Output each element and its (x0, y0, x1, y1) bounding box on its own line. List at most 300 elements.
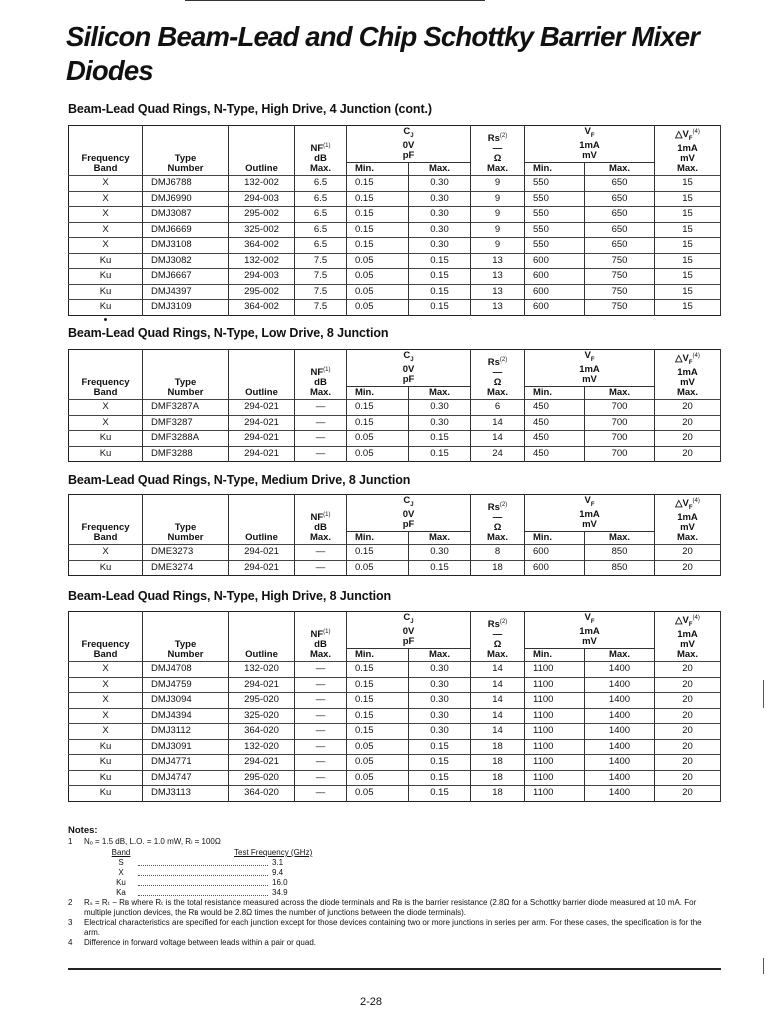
cell-delta-vf: 20 (655, 755, 721, 771)
header-text: Outline (245, 649, 278, 661)
col-frequency-band (69, 350, 143, 400)
note-text: Difference in forward voltage between leads within a pair or quad. (84, 938, 316, 947)
header-text: 0V (402, 509, 415, 520)
cell-outline: 294-021 (229, 400, 295, 416)
cell-cj-min: 0.05 (347, 431, 409, 447)
cell-vf-max: 650 (585, 176, 655, 192)
header-text: Rs (487, 619, 500, 631)
cell-cj-min: 0.15 (347, 415, 409, 431)
cell-outline: 132-002 (229, 176, 295, 192)
note-text: Electrical characteristics are specified for each junction except for those devices containing two or more junctions in series per arm. For these cases, the specification is for the arm. (84, 918, 702, 937)
subheader-min (347, 163, 409, 176)
header-text: △V (675, 498, 689, 510)
cell-rs: 13 (471, 269, 525, 285)
cell-outline: 295-002 (229, 284, 295, 300)
cell-rs: 9 (471, 207, 525, 223)
cell-delta-vf: 20 (655, 560, 721, 576)
col-rs (471, 495, 525, 545)
cell-nf: 7.5 (295, 269, 347, 285)
cell-delta-vf: 20 (655, 786, 721, 802)
table-row (69, 222, 721, 238)
header-subscript: F (590, 133, 595, 139)
cell-vf-min: 1100 (525, 662, 585, 678)
band-name: Ku (116, 878, 126, 887)
cell-cj-min: 0.15 (347, 176, 409, 192)
cell-delta-vf: 15 (655, 284, 721, 300)
cell-rs: 9 (471, 238, 525, 254)
table-row (69, 446, 721, 462)
cell-outline: 364-002 (229, 300, 295, 316)
cell-nf: — (295, 446, 347, 462)
header-text: V (584, 126, 591, 138)
cell-cj-max: 0.30 (409, 400, 471, 416)
cell-outline: 295-020 (229, 693, 295, 709)
cell-outline: 294-003 (229, 191, 295, 207)
col-rs (471, 612, 525, 662)
band-row (104, 868, 364, 878)
cell-cj-min: 0.15 (347, 693, 409, 709)
cell-type-number: DMJ4397 (143, 284, 229, 300)
header-text: 0V (402, 140, 415, 151)
subheader-min (347, 649, 409, 662)
header-text: C (403, 350, 411, 362)
header-text: Type (174, 153, 197, 165)
cell-delta-vf: 20 (655, 724, 721, 740)
header-text: mV (582, 150, 597, 161)
header-text: Rs (487, 133, 500, 145)
page-title: Silicon Beam-Lead and Chip Schottky Barrier Mixer Diodes (66, 21, 700, 86)
header-text: △V (675, 615, 689, 627)
header-text: Max. (486, 649, 509, 661)
cell-nf: — (295, 415, 347, 431)
table-row (69, 431, 721, 447)
header-text: NF (310, 629, 324, 641)
header-text: pF (402, 636, 415, 647)
table-row (69, 269, 721, 285)
header-text: Frequency (81, 639, 130, 651)
subheader-max (409, 532, 471, 545)
header-text: mV (582, 519, 597, 530)
cell-frequency-band: X (69, 207, 143, 223)
cell-rs: 14 (471, 724, 525, 740)
note-2 (68, 898, 718, 918)
cell-vf-max: 700 (585, 431, 655, 447)
col-capacitance (347, 126, 471, 163)
cell-nf: 6.5 (295, 238, 347, 254)
cell-vf-max: 1400 (585, 724, 655, 740)
table-row (69, 253, 721, 269)
cell-cj-min: 0.15 (347, 207, 409, 223)
table-row (69, 238, 721, 254)
header-text: Number (167, 649, 204, 661)
col-forward-voltage (525, 612, 655, 649)
cell-cj-min: 0.15 (347, 238, 409, 254)
table-row (69, 560, 721, 576)
header-text: 0V (402, 364, 415, 375)
cell-type-number: DMJ3087 (143, 207, 229, 223)
cell-cj-min: 0.15 (347, 191, 409, 207)
cell-outline: 294-021 (229, 755, 295, 771)
cell-delta-vf: 20 (655, 400, 721, 416)
cell-cj-max: 0.30 (409, 176, 471, 192)
header-text: V (584, 612, 591, 624)
header-subscript: F (688, 136, 693, 143)
header-subscript: F (688, 505, 693, 512)
band-name: S (118, 858, 124, 867)
header-text: Max. (309, 387, 332, 399)
cell-cj-min: 0.05 (347, 446, 409, 462)
header-text: Max. (428, 532, 451, 544)
cell-rs: 24 (471, 446, 525, 462)
cell-vf-min: 550 (525, 176, 585, 192)
col-forward-voltage (525, 126, 655, 163)
cell-vf-max: 650 (585, 191, 655, 207)
spec-table (68, 349, 721, 462)
subheader-min (525, 649, 585, 662)
header-text: 0V (402, 626, 415, 637)
footnote-ref: (1) (323, 142, 331, 149)
cell-nf: — (295, 770, 347, 786)
cell-nf: — (295, 545, 347, 561)
header-text: Max. (676, 163, 699, 175)
footnote-ref: (4) (692, 129, 700, 135)
cell-vf-min: 600 (525, 269, 585, 285)
table-row (69, 770, 721, 786)
cell-frequency-band: Ku (69, 739, 143, 755)
header-text: dB (314, 522, 327, 534)
cell-type-number: DMF3288 (143, 446, 229, 462)
cell-nf: — (295, 755, 347, 771)
cell-outline: 294-021 (229, 545, 295, 561)
cell-nf: — (295, 724, 347, 740)
cell-vf-min: 600 (525, 300, 585, 316)
header-text: Number (167, 163, 204, 175)
cell-cj-min: 0.05 (347, 786, 409, 802)
cell-delta-vf: 20 (655, 545, 721, 561)
cell-cj-max: 0.30 (409, 724, 471, 740)
header-text: mV (680, 153, 695, 165)
cell-frequency-band: X (69, 708, 143, 724)
table-row (69, 677, 721, 693)
cell-outline: 364-002 (229, 238, 295, 254)
cell-nf: — (295, 677, 347, 693)
header-text: Max. (608, 163, 631, 175)
band-header: Band (111, 848, 131, 857)
cell-frequency-band: X (69, 693, 143, 709)
cell-frequency-band: Ku (69, 560, 143, 576)
cell-vf-max: 1400 (585, 755, 655, 771)
table-row (69, 755, 721, 771)
subheader-max (409, 387, 471, 400)
cell-type-number: DMJ6990 (143, 191, 229, 207)
header-text: dB (314, 153, 327, 165)
cell-delta-vf: 15 (655, 191, 721, 207)
cell-frequency-band: Ku (69, 284, 143, 300)
cell-cj-min: 0.05 (347, 739, 409, 755)
cell-type-number: DME3273 (143, 545, 229, 561)
cell-rs: 18 (471, 770, 525, 786)
note-1 (68, 837, 718, 898)
subheader-max (409, 163, 471, 176)
header-text: Max. (608, 387, 631, 399)
cell-type-number: DMF3287A (143, 400, 229, 416)
header-text: Rs (487, 357, 500, 369)
cell-nf: — (295, 560, 347, 576)
cell-vf-max: 1400 (585, 739, 655, 755)
cell-cj-max: 0.30 (409, 677, 471, 693)
header-text: Type (174, 377, 197, 389)
subheader-min (525, 387, 585, 400)
header-text: Min. (533, 649, 552, 661)
cell-type-number: DMJ3094 (143, 693, 229, 709)
section-title: Beam-Lead Quad Rings, N-Type, High Drive, 8 Junction (68, 589, 392, 603)
header-text: △V (675, 353, 689, 365)
cell-vf-max: 700 (585, 446, 655, 462)
cell-nf: — (295, 662, 347, 678)
cell-cj-max: 0.30 (409, 191, 471, 207)
header-text: 1mA (579, 509, 600, 520)
cell-cj-max: 0.30 (409, 662, 471, 678)
col-capacitance (347, 495, 471, 532)
header-subscript: F (590, 502, 595, 508)
header-text: Band (93, 532, 118, 544)
cell-cj-min: 0.15 (347, 400, 409, 416)
header-text: Max. (309, 532, 332, 544)
subheader-min (525, 163, 585, 176)
cell-vf-max: 700 (585, 400, 655, 416)
cell-frequency-band: Ku (69, 446, 143, 462)
table-row (69, 739, 721, 755)
cell-frequency-band: X (69, 400, 143, 416)
cell-vf-max: 1400 (585, 708, 655, 724)
cell-vf-min: 1100 (525, 739, 585, 755)
footnote-ref: (1) (323, 366, 331, 373)
cell-delta-vf: 20 (655, 431, 721, 447)
cell-delta-vf: 20 (655, 693, 721, 709)
footnote-ref: (2) (499, 618, 508, 625)
cell-frequency-band: Ku (69, 755, 143, 771)
table-row (69, 284, 721, 300)
header-text: dB (314, 639, 327, 651)
cell-rs: 9 (471, 222, 525, 238)
header-text: NF (310, 143, 324, 155)
band-frequency: 16.0 (272, 878, 288, 887)
header-text: Ω (493, 639, 502, 651)
cell-outline: 295-020 (229, 770, 295, 786)
cell-rs: 14 (471, 708, 525, 724)
header-text: Ω (493, 153, 502, 165)
cell-outline: 294-021 (229, 415, 295, 431)
header-text: Max. (486, 163, 509, 175)
cell-outline: 294-021 (229, 560, 295, 576)
cell-frequency-band: X (69, 222, 143, 238)
subheader-max (585, 387, 655, 400)
footnote-ref: (2) (499, 356, 508, 363)
header-text: — (492, 143, 503, 155)
subheader-min (347, 387, 409, 400)
cell-vf-min: 600 (525, 284, 585, 300)
edge-mark (763, 680, 764, 708)
cell-cj-min: 0.15 (347, 677, 409, 693)
stray-mark (104, 318, 107, 321)
cell-cj-max: 0.15 (409, 300, 471, 316)
header-subscript: J (410, 357, 414, 363)
table-row (69, 724, 721, 740)
footnote-ref: (2) (499, 132, 508, 139)
cell-frequency-band: X (69, 677, 143, 693)
footnote-ref: (4) (692, 615, 700, 621)
header-text: pF (402, 374, 415, 385)
cell-vf-max: 700 (585, 415, 655, 431)
header-text: Outline (245, 387, 278, 399)
cell-cj-max: 0.30 (409, 207, 471, 223)
cell-cj-max: 0.15 (409, 755, 471, 771)
header-text: Min. (355, 532, 374, 544)
cell-vf-min: 1100 (525, 693, 585, 709)
cell-cj-max: 0.15 (409, 269, 471, 285)
header-text: Max. (428, 163, 451, 175)
cell-delta-vf: 20 (655, 770, 721, 786)
cell-vf-min: 1100 (525, 677, 585, 693)
leader-dots (138, 858, 268, 866)
cell-vf-max: 650 (585, 207, 655, 223)
col-nf (295, 495, 347, 545)
note-number: 3 (68, 918, 73, 927)
col-forward-voltage (525, 495, 655, 532)
test-frequency-table (104, 848, 718, 898)
header-text: Min. (355, 649, 374, 661)
cell-type-number: DMJ4708 (143, 662, 229, 678)
cell-delta-vf: 15 (655, 238, 721, 254)
header-text: Band (93, 387, 118, 399)
cell-vf-min: 1100 (525, 708, 585, 724)
cell-type-number: DMJ3109 (143, 300, 229, 316)
header-text: Outline (245, 163, 278, 175)
cell-vf-max: 750 (585, 300, 655, 316)
notes-block (68, 826, 718, 948)
cell-vf-min: 1100 (525, 786, 585, 802)
cell-delta-vf: 20 (655, 708, 721, 724)
cell-type-number: DMF3287 (143, 415, 229, 431)
subheader-max (585, 163, 655, 176)
header-text: 1mA (579, 364, 600, 375)
cell-delta-vf: 20 (655, 677, 721, 693)
cell-cj-max: 0.15 (409, 431, 471, 447)
header-text: Number (167, 387, 204, 399)
cell-cj-min: 0.05 (347, 253, 409, 269)
subheader-min (525, 532, 585, 545)
cell-vf-min: 550 (525, 238, 585, 254)
cell-cj-min: 0.05 (347, 284, 409, 300)
cell-cj-max: 0.30 (409, 222, 471, 238)
header-subscript: F (590, 357, 595, 363)
header-subscript: J (410, 133, 414, 139)
footnote-ref: (1) (323, 628, 331, 635)
col-delta-vf (655, 350, 721, 400)
cell-type-number: DMJ3082 (143, 253, 229, 269)
cell-nf: 6.5 (295, 222, 347, 238)
header-text: Type (174, 522, 197, 534)
cell-vf-min: 550 (525, 191, 585, 207)
subheader-min (347, 532, 409, 545)
header-text: mV (680, 522, 695, 534)
header-subscript: J (410, 502, 414, 508)
notes-heading: Notes: (68, 825, 98, 836)
note-text: Nₒ = 1.5 dB, L.O. = 1.0 mW, Rₗ = 100Ω (84, 837, 221, 846)
header-text: — (492, 512, 503, 524)
cell-nf: 7.5 (295, 300, 347, 316)
table-row (69, 400, 721, 416)
cell-frequency-band: Ku (69, 269, 143, 285)
header-text: mV (680, 639, 695, 651)
cell-delta-vf: 15 (655, 253, 721, 269)
cell-frequency-band: X (69, 191, 143, 207)
header-text: Min. (355, 163, 374, 175)
subheader-max (585, 532, 655, 545)
test-frequency-header: Test Frequency (GHz) (234, 848, 313, 857)
cell-vf-max: 750 (585, 253, 655, 269)
leader-dots (138, 888, 268, 896)
cell-cj-min: 0.15 (347, 708, 409, 724)
header-text: 1mA (677, 512, 698, 524)
header-text: Frequency (81, 153, 130, 165)
cell-frequency-band: Ku (69, 770, 143, 786)
cell-frequency-band: Ku (69, 253, 143, 269)
cell-vf-min: 550 (525, 222, 585, 238)
cell-outline: 132-020 (229, 662, 295, 678)
cell-delta-vf: 20 (655, 739, 721, 755)
cell-vf-min: 450 (525, 446, 585, 462)
cell-rs: 18 (471, 560, 525, 576)
cell-vf-min: 1100 (525, 724, 585, 740)
section-title: Beam-Lead Quad Rings, N-Type, High Drive, 4 Junction (cont.) (68, 102, 432, 116)
cell-cj-min: 0.05 (347, 755, 409, 771)
header-text: Max. (676, 387, 699, 399)
footnote-ref: (2) (499, 501, 508, 508)
cell-rs: 18 (471, 755, 525, 771)
cell-vf-max: 750 (585, 284, 655, 300)
cell-nf: — (295, 693, 347, 709)
cell-cj-max: 0.30 (409, 415, 471, 431)
band-name: Ka (116, 888, 126, 897)
spec-table (68, 494, 721, 576)
cell-cj-max: 0.15 (409, 770, 471, 786)
cell-outline: 295-002 (229, 207, 295, 223)
table-row (69, 415, 721, 431)
cell-frequency-band: X (69, 415, 143, 431)
cell-type-number: DMJ4394 (143, 708, 229, 724)
cell-vf-min: 600 (525, 545, 585, 561)
header-text: 1mA (677, 367, 698, 379)
cell-vf-max: 650 (585, 222, 655, 238)
col-delta-vf (655, 126, 721, 176)
section-title: Beam-Lead Quad Rings, N-Type, Low Drive, 8 Junction (68, 326, 389, 340)
band-row (104, 858, 364, 868)
table-row (69, 545, 721, 561)
cell-nf: 7.5 (295, 253, 347, 269)
cell-nf: 6.5 (295, 176, 347, 192)
header-text: 1mA (579, 140, 600, 151)
header-text: Max. (309, 649, 332, 661)
cell-cj-min: 0.05 (347, 269, 409, 285)
col-capacitance (347, 612, 471, 649)
header-text: C (403, 612, 411, 624)
cell-frequency-band: X (69, 662, 143, 678)
section-title: Beam-Lead Quad Rings, N-Type, Medium Drive, 8 Junction (68, 473, 411, 487)
footer-rule (68, 968, 721, 970)
cell-cj-max: 0.15 (409, 284, 471, 300)
header-text: Ω (493, 522, 502, 534)
